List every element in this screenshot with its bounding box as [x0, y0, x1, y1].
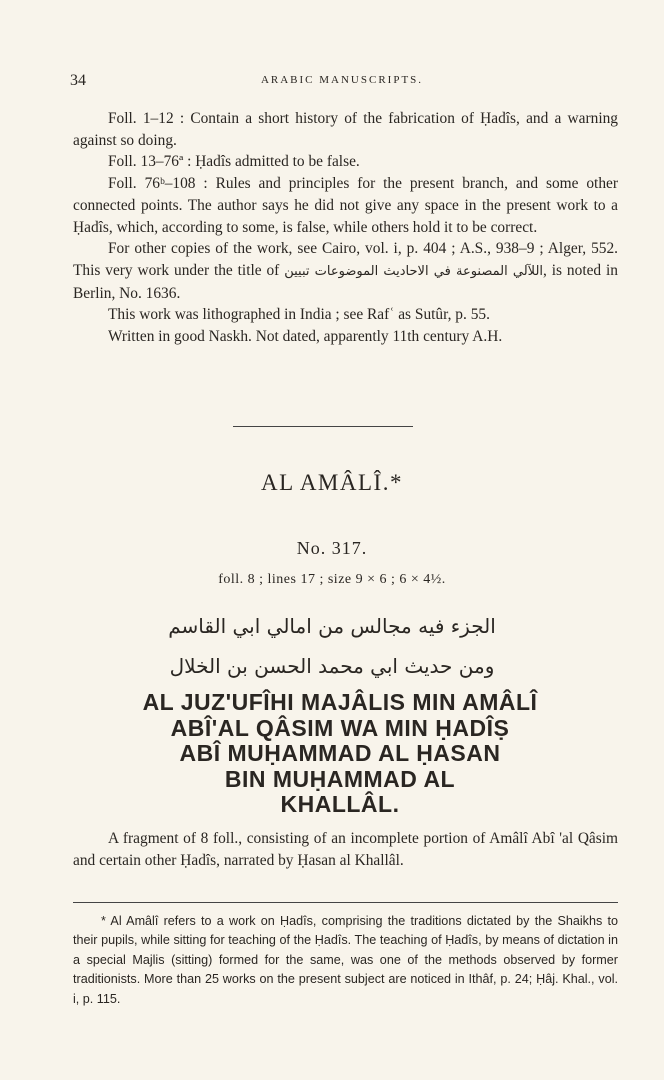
other-copies-text: For other copies of the work, see Cairo, vol. i, p. 404 ; A.S., 938–9 ; Alger, 552. This very work under the title of: [73, 240, 618, 279]
section-divider: [233, 426, 413, 427]
entry-body-text: [73, 108, 618, 348]
arabic-title-line-1: الجزء فيه مجالس من امالي ابي القاسم: [168, 614, 496, 638]
paragraph-written: Written in good Naskh. Not dated, apparently 11th century A.H.: [108, 328, 503, 346]
arabic-alt-title: اللآلي المصنوعة في الاحاديث الموضوعات تبيين: [284, 263, 544, 279]
title-line-2: ABÎ'AL QÂSIM WA MIN ḤADÎṢ: [170, 714, 510, 741]
section-title: AL AMÂLÎ.*: [261, 470, 403, 495]
title-line-1: AL JUZ'UFÎHI MAJÂLIS MIN AMÂLÎ: [142, 689, 538, 715]
footnote: [73, 912, 618, 1009]
title-line-4: BIN MUḤAMMAD AL: [224, 765, 456, 792]
paragraph-foll-76-108: Foll. 76ᵇ–108 : Rules and principles for the present branch, and some other connected points. The author says he did not give any space in the present work to a Ḥadîs, which, according to some, is false, while others hold it to be correct.: [73, 175, 618, 236]
arabic-title-line-2: ومن حديث ابي محمد الحسن بن الخلال: [169, 654, 495, 678]
transliterated-title: [80, 690, 600, 818]
manuscript-number: No. 317.: [296, 538, 368, 558]
entry-description: A fragment of 8 foll., consisting of an incomplete portion of Amâlî Abî 'al Qâsim and certain other Ḥadîs, narrated by Ḥasan al Khallâl.: [73, 830, 618, 869]
manuscript-meta: foll. 8 ; lines 17 ; size 9 × 6 ; 6 × 4½.: [218, 572, 446, 587]
entry-description-block: [73, 828, 618, 871]
running-head: ARABIC MANUSCRIPTS.: [260, 74, 424, 86]
title-line-3: ABÎ MUḤAMMAD AL ḤASAN: [179, 740, 501, 766]
page-header: [70, 72, 614, 94]
paragraph-foll-13-76: Foll. 13–76ª : Ḥadîs admitted to be false.: [108, 153, 360, 171]
paragraph-other-copies: For other copies of the work, see Cairo, vol. i, p. 404 ; A.S., 938–9 ; Alger, 552. This very work under the title of اللآلي المصنوعة في الاحاديث الموضوعات تبيين, is noted in Berlin, No. 1636.: [73, 240, 618, 302]
paragraph-lithographed: This work was lithographed in India ; see Rafʿ as Sutûr, p. 55.: [108, 306, 490, 324]
page-number: 34: [70, 72, 86, 89]
title-line-5: KHALLÂL.: [280, 791, 400, 817]
footnote-rule: [73, 902, 618, 903]
footnote-text: * Al Amâlî refers to a work on Ḥadîs, comprising the traditions dictated by the Shaikhs to their pupils, while sitting for teaching of the Ḥadîs. The teaching of Ḥadîs, by means of dictation in a special Majlis (sitting) formed for the same, was one of the methods observed by former traditionists. More than 25 works on the present subject are noticed in Ithâf, p. 24; Ḥâj. Khal., vol. i, p. 115.: [73, 914, 618, 1006]
berlin-note: is noted in Berlin, No. 1636.: [73, 261, 618, 302]
paragraph-foll-1-12: Foll. 1–12 : Contain a short history of the fabrication of Ḥadîs, and a warning against so doing.: [73, 110, 618, 149]
